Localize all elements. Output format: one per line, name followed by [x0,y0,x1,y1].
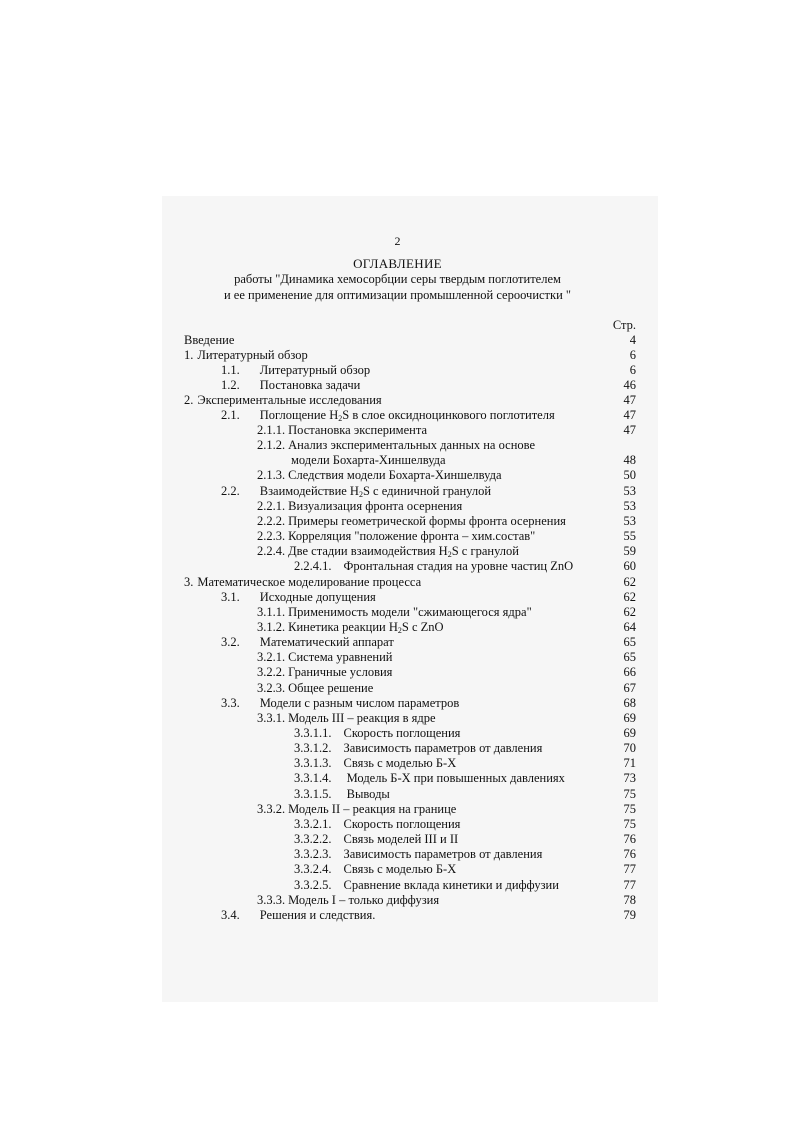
toc-entry-page: 47 [623,423,636,437]
toc-entry-number: 2.2. [221,484,240,498]
toc-entry-title: Зависимость параметров от давления [343,847,543,861]
toc-entry-title: Математическое моделирование процесса [197,575,422,589]
toc-entry [257,711,636,726]
toc-entry [184,393,636,408]
toc-entry-page: 69 [623,726,636,740]
toc-entry-number: 1. [184,348,194,362]
toc-entry-title: Математический аппарат [259,635,394,649]
toc-entry-page: 6 [629,348,636,362]
toc-entry [221,590,636,605]
subtitle-line-2: и ее применение для оптимизации промышленной сероочистки " [223,288,572,302]
toc-entry [221,908,636,923]
toc-entry-title: Взаимодействие $H_2S$ с единичной гранулой [259,484,492,499]
toc-entry-label [294,771,565,786]
toc-entry-number: 1.2. [221,378,240,392]
toc-entry-page: 75 [623,817,636,831]
toc-entry-page: 67 [623,681,636,695]
toc-entry [257,620,636,635]
toc-entry-number: 3.2. [221,635,240,649]
toc-entry [294,847,636,862]
toc-entry-label [221,696,459,711]
toc-entry-label [221,378,360,393]
toc-entry-page: 73 [623,771,636,785]
toc-entry-label [257,499,462,514]
toc-entry [257,681,636,696]
toc-entry-title: Модели с разным числом параметров [259,696,460,710]
toc-entry [257,438,636,453]
toc-entry-number: 3. [184,575,194,589]
toc-entry-label [257,605,532,620]
toc-entry-number: 3.4. [221,908,240,922]
toc-entry-label [257,438,535,453]
toc-entry-number: 2.2.4. [257,544,286,558]
toc-entry-title: Исходные допущения [259,590,376,604]
toc-entry-number: 3.3.1.5. [294,787,332,801]
toc-entry-label [294,862,456,877]
toc-entry-title: Связь с моделью Б-Х [343,862,457,876]
toc-entry-title: Модель I – только диффузия [288,893,440,907]
toc-entry-label [294,726,460,741]
toc-entry-page: 46 [623,378,636,392]
toc-entry-title: Связь моделей III и II [343,832,459,846]
toc-entry-page: 76 [623,832,636,846]
page-number: 2 [394,234,401,248]
toc-entry-number: 3.1.1. [257,605,286,619]
toc-entry [294,559,636,574]
toc-entry-number: 2.1. [221,408,240,422]
toc-entry-page: 62 [623,590,636,604]
toc-entry [184,333,636,348]
toc-entry [294,862,636,877]
toc-entry-title: Граничные условия [288,665,393,679]
toc-entry-number: 3.3.2.5. [294,878,332,892]
toc-entry-label [294,559,573,574]
toc-entry [257,605,636,620]
toc-entry-page: 62 [623,605,636,619]
toc-entry-number: 2.1.3. [257,468,286,482]
toc-entry-page: 53 [623,514,636,528]
toc-entry-label [257,893,439,908]
toc-entry-title: модели Бохарта-Хиншелвуда [291,453,446,467]
toc-entry-page: 62 [623,575,636,589]
toc-entry-title: Сравнение вклада кинетики и диффузии [343,878,559,892]
toc-entry-number: 3.3.1.3. [294,756,332,770]
toc-entry-page: 53 [623,499,636,513]
toc-entry-page: 65 [623,650,636,664]
toc-entry-title: Корреляция "положение фронта – хим.состав" [288,529,536,543]
toc-entry-page: 50 [623,468,636,482]
page-title: ОГЛАВЛЕНИЕ [353,256,442,271]
toc-entry-title: Постановка задачи [259,378,361,392]
toc-entry-title: Экспериментальные исследования [197,393,382,407]
toc-entry-page: 75 [623,787,636,801]
toc-entry-page: 69 [623,711,636,725]
toc-entry-page: 48 [623,453,636,467]
toc-entry-title: Анализ экспериментальных данных на основе [288,438,536,452]
toc-entry-number: 2.2.2. [257,514,286,528]
toc-entry-label [257,423,427,438]
toc-entry [294,756,636,771]
toc-entry-title: Решения и следствия. [259,908,376,922]
toc-entry-label [257,665,392,680]
toc-entry-page: 47 [623,393,636,407]
toc-entry-label [221,590,376,605]
toc-entry-number: 3.3.3. [257,893,286,907]
toc-entry-number: 3.3.2.3. [294,847,332,861]
toc-entry-title: Литературный обзор [197,348,308,362]
toc-entry-title: Фронтальная стадия на уровне частиц ZnO [343,559,574,573]
toc-entry [257,529,636,544]
toc-entry-label [184,393,382,408]
toc-entry-label [184,333,234,348]
toc-entry-number: 3.3.2. [257,802,286,816]
toc-entry-number: 3.3.1.4. [294,771,332,785]
toc-entry [257,423,636,438]
toc-entry-number: 3.3.2.2. [294,832,332,846]
toc-entry-page: 70 [623,741,636,755]
toc-entry-page: 66 [623,665,636,679]
toc-entry-title: Литературный обзор [259,363,371,377]
toc-entry-page: 59 [623,544,636,558]
toc-entry-label [184,575,421,590]
toc-entry-label [294,847,542,862]
toc-entry-page: 53 [623,484,636,498]
toc-entry [257,650,636,665]
toc-entry-page: 78 [623,893,636,907]
toc-entry-title: Примеры геометрической формы фронта осернения [288,514,566,528]
toc-entry-label [294,787,390,802]
toc-entry-number: 3.2.3. [257,681,286,695]
toc-entry-title: Общее решение [288,681,374,695]
toc-entry-label [294,832,458,847]
toc-entry-label [257,802,456,817]
toc-entry-label [257,711,436,726]
toc-entry [184,348,636,363]
toc-entry-label [221,908,375,923]
toc-entry [221,408,636,423]
toc-entry-title: Выводы [343,787,390,801]
toc-entry-label [257,681,373,696]
toc-entry-label [257,529,535,544]
toc-entry [257,499,636,514]
toc-entry-page: 76 [623,847,636,861]
toc-entry-page: 68 [623,696,636,710]
toc-entry-page: 77 [623,878,636,892]
toc-entry-title: Модель Б-Х при повышенных давлениях [343,771,565,785]
toc-entry-page: 77 [623,862,636,876]
toc-entry-number: 3.3.1.2. [294,741,332,755]
toc-entry-title: Следствия модели Бохарта-Хиншелвуда [288,468,502,482]
toc-entry-title: Модель II – реакция на границе [288,802,457,816]
toc-entry [294,726,636,741]
toc-entry [257,665,636,680]
toc-entry-label [257,514,566,529]
toc-entry-page: 75 [623,802,636,816]
toc-entry-title: Скорость поглощения [343,726,461,740]
toc-entry-title: Введение [184,333,235,347]
toc-entry-number: 2. [184,393,194,407]
toc-entry-label [294,741,542,756]
toc-entry-title: Модель III – реакция в ядре [288,711,436,725]
toc-entry [257,802,636,817]
toc-entry [221,363,636,378]
toc-entry-page: 55 [623,529,636,543]
toc-entry-title: Постановка эксперимента [288,423,427,437]
toc-entry-title: Визуализация фронта осернения [288,499,463,513]
toc-entry-label [184,348,308,363]
toc-entry-number: 3.2.2. [257,665,286,679]
toc-entry-label [291,453,446,468]
toc-entry [257,468,636,483]
toc-entry-page: 4 [629,333,636,347]
toc-entry [294,771,636,786]
toc-entry-label [294,878,559,893]
toc-entry-label [294,756,456,771]
toc-entry [294,741,636,756]
toc-entry [257,544,636,559]
toc-entry-number: 3.2.1. [257,650,286,664]
toc-entry-title: Связь с моделью Б-Х [343,756,457,770]
toc-entry-page: 6 [629,363,636,377]
toc-entry-number: 3.3. [221,696,240,710]
toc-entry [221,635,636,650]
toc-entry-number: 3.3.1.1. [294,726,332,740]
toc-entry-label [294,817,460,832]
toc-entry-label [257,468,502,483]
toc-entry-number: 2.2.1. [257,499,286,513]
toc-entry-label [221,363,370,378]
toc-entry [221,378,636,393]
toc-entry-title: Кинетика реакции $H_2S$ с ZnO [288,620,444,635]
toc-entry [294,832,636,847]
toc-entry-page: 60 [623,559,636,573]
toc-entry [294,817,636,832]
toc-entry-number: 1.1. [221,363,240,377]
toc-entry-page: 47 [623,408,636,422]
toc-entry-number: 3.3.2.4. [294,862,332,876]
toc-entry-number: 3.1. [221,590,240,604]
toc-entry-label [257,544,519,559]
toc-entry [221,696,636,711]
toc-entry-number: 3.1.2. [257,620,286,634]
toc-entry [257,893,636,908]
toc-entry-label [257,620,444,635]
toc-entry-number: 3.3.2.1. [294,817,332,831]
toc-entry-page: 65 [623,635,636,649]
toc-entry-title: Система уравнений [288,650,393,664]
toc-entry-title: Скорость поглощения [343,817,461,831]
toc-entry-number: 2.1.1. [257,423,286,437]
toc-entry-number: 2.2.3. [257,529,286,543]
toc-entry-page: 64 [623,620,636,634]
toc-entry-label [221,408,555,423]
toc-entry-number: 2.1.2. [257,438,286,452]
toc-entry-page: 79 [623,908,636,922]
toc-entry-number: 2.2.4.1. [294,559,332,573]
page-column-label: Стр. [612,318,636,332]
toc-entry-title: Поглощение $H_2S$ в слое оксидноцинкового поглотителя [259,408,555,423]
toc-entry [294,878,636,893]
toc-entry-label [221,635,394,650]
toc-entry-title: Применимость модели "сжимающегося ядра" [288,605,532,619]
toc-entry-label [221,484,491,499]
toc-entry-label [257,650,392,665]
toc-entry-title: Две стадии взаимодействия $H_2S$ с гранулой [288,544,519,559]
toc-entry [221,484,636,499]
toc-entry [184,575,636,590]
toc-entry-title: Зависимость параметров от давления [343,741,543,755]
toc-entry [291,453,636,468]
toc-entry [257,514,636,529]
toc-entry-number: 3.3.1. [257,711,286,725]
toc-entry [294,787,636,802]
subtitle-line-1: работы "Динамика хемосорбции серы твердым поглотителем [234,272,561,286]
toc-entry-page: 71 [623,756,636,770]
